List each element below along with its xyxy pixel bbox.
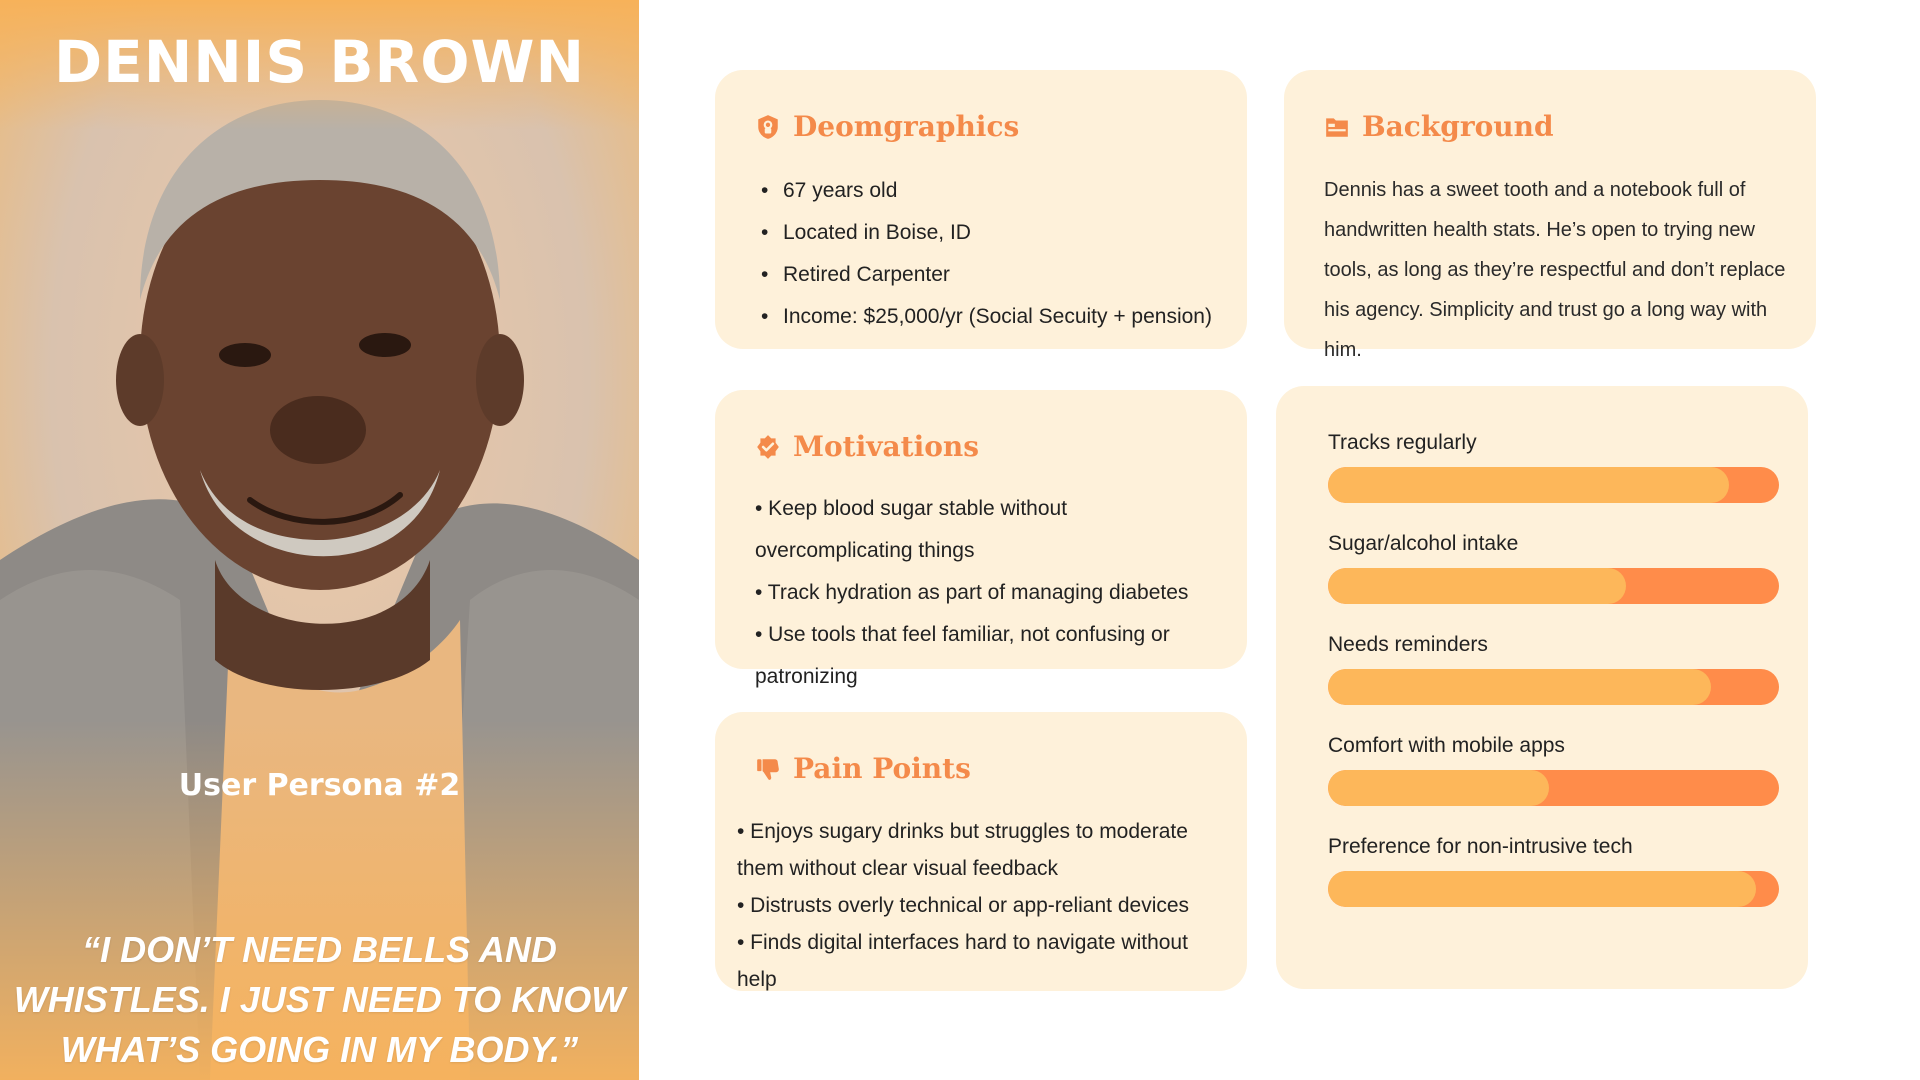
motivations-title [755, 430, 979, 463]
persona-label: User Persona #2 [178, 768, 461, 803]
list-item: • Use tools that feel familiar, not confusing or [755, 623, 1170, 646]
list-item: • Located in Boise, ID [755, 212, 1212, 254]
list-item: overcomplicating things [755, 539, 975, 562]
folder-icon [1324, 114, 1350, 140]
list-item: • 67 years old [755, 170, 1212, 212]
metric-sugar-alcohol-intake [1328, 529, 1779, 604]
metric-tracks-regularly [1328, 428, 1779, 503]
metric-bar [1328, 770, 1779, 806]
metric-bar-fill [1328, 871, 1756, 907]
list-item: • Keep blood sugar stable without [755, 497, 1068, 520]
metric-bar-fill [1328, 770, 1549, 806]
list-item: • Income: $25,000/yr (Social Secuity + pension) [755, 296, 1212, 338]
quote-line: WHAT’S GOING IN MY BODY.” [60, 1029, 579, 1070]
list-item: • Distrusts overly technical or app-reliant devices [737, 894, 1190, 917]
demographics-card [715, 70, 1247, 349]
background-title-text: Background [1362, 110, 1554, 143]
metric-label: Comfort with mobile apps [1328, 734, 1565, 757]
metric-bar-fill [1328, 467, 1729, 503]
background-line: tools, as long as they’re respectful and don’t replace [1324, 259, 1786, 281]
metric-non-intrusive-tech [1328, 832, 1779, 907]
list-item: • Finds digital interfaces hard to navigate without [737, 931, 1188, 954]
metric-bar [1328, 871, 1779, 907]
list-item: help [737, 968, 777, 991]
demographics-title [755, 110, 1019, 143]
demographics-title-text: Deomgraphics [793, 110, 1020, 143]
background-line: Dennis has a sweet tooth and a notebook full of [1324, 179, 1746, 201]
metric-label: Sugar/alcohol intake [1328, 532, 1519, 555]
list-item: • Retired Carpenter [755, 254, 1212, 296]
metric-bar [1328, 669, 1779, 705]
background-card [1284, 70, 1816, 361]
quote-line: “I DON’T NEED BELLS AND [82, 929, 557, 970]
persona-quote [0, 925, 639, 1075]
pain-points-list [737, 813, 1237, 998]
metric-label: Tracks regularly [1328, 431, 1477, 454]
metric-bar [1328, 467, 1779, 503]
metrics-card [1276, 386, 1808, 989]
thumbs-down-icon [755, 756, 781, 782]
pain-points-title-text: Pain Points [793, 752, 971, 785]
persona-name: DENNIS BROWN [53, 28, 586, 96]
motivations-card [715, 390, 1247, 688]
motivations-list [755, 488, 1235, 698]
background-line: handwritten health stats. He’s open to trying new [1324, 219, 1755, 241]
demographics-list [755, 170, 1212, 338]
motivations-title-text: Motivations [793, 430, 980, 463]
metric-comfort-mobile-apps [1328, 731, 1779, 806]
background-description [1324, 170, 1794, 370]
metric-label: Preference for non-intrusive tech [1328, 835, 1633, 858]
list-item: • Track hydration as part of managing diabetes [755, 581, 1189, 604]
background-title [1324, 110, 1554, 143]
metric-bar [1328, 568, 1779, 604]
background-line: his agency. Simplicity and trust go a long way with [1324, 299, 1768, 321]
persona-photo [0, 0, 639, 1080]
pain-points-title [755, 752, 971, 785]
quote-line: WHISTLES. I JUST NEED TO KNOW [13, 979, 626, 1020]
metric-bar-fill [1328, 669, 1711, 705]
list-item: patronizing [755, 665, 858, 688]
metric-bar-fill [1328, 568, 1626, 604]
background-line: him. [1324, 339, 1362, 361]
pain-points-card [715, 712, 1247, 991]
badge-icon [755, 114, 781, 140]
verified-badge-icon [755, 434, 781, 460]
persona-panel [0, 0, 639, 1080]
list-item: them without clear visual feedback [737, 857, 1058, 880]
list-item: • Enjoys sugary drinks but struggles to moderate [737, 820, 1188, 843]
metric-label: Needs reminders [1328, 633, 1488, 656]
metric-needs-reminders [1328, 630, 1779, 705]
